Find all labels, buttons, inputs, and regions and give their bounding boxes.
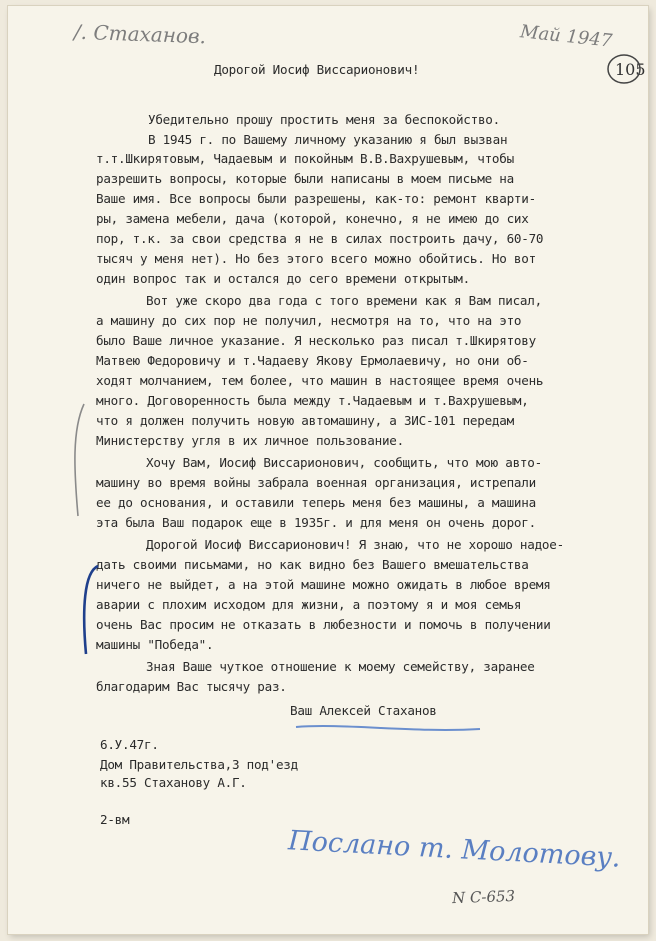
signature-underline — [294, 717, 484, 737]
page-number-circle — [605, 52, 643, 86]
margin-bracket-mark — [62, 400, 92, 520]
top-left-annotation: /. Стаханов. — [73, 19, 207, 49]
body-line: а машину до сих пор не получил, несмотря на то, что на это — [96, 313, 522, 328]
body-line: эта была Ваш подарок еще в 1935г. и для меня он очень дорог. — [96, 515, 536, 530]
body-line: Зная Ваше чуткое отношение к моему семейству, заранее — [146, 659, 535, 674]
body-line: аварии с плохим исходом для жизни, а поэтому я и моя семья — [96, 597, 522, 612]
body-line: пор, т.к. за свои средства я не в силах построить дачу, 60-70 — [96, 231, 544, 246]
body-line: ры, замена мебели, дача (которой, конечно, я не имею до сих — [96, 211, 529, 226]
body-line: машину во время войны забрала военная организация, истрепали — [96, 475, 536, 490]
body-line: очень Вас просим не отказать в любезности и помочь в получении — [96, 617, 551, 632]
address-line-2: кв.55 Стаханову А.Г. — [100, 775, 247, 790]
signature: Ваш Алексей Стаханов — [290, 703, 437, 718]
salutation: Дорогой Иосиф Виссарионович! — [214, 62, 420, 77]
body-line: было Ваше личное указание. Я несколько раз писал т.Шкирятову — [96, 333, 536, 348]
body-line: тысяч у меня нет). Но без этого всего можно обойтись. Но вот — [96, 251, 536, 266]
page-number: 105 — [615, 60, 646, 79]
body-line: один вопрос так и остался до сего времени открытым. — [96, 271, 470, 286]
top-right-date-annotation: Май 1947 — [519, 21, 614, 52]
body-line: Хочу Вам, Иосиф Виссарионович, сообщить, что мою авто- — [146, 455, 542, 470]
body-line: т.т.Шкирятовым, Чадаевым и покойным В.В.Вахрушевым, чтобы — [96, 151, 514, 166]
body-line: ее до основания, и оставили теперь меня без машины, а машина — [96, 495, 536, 510]
body-line: много. Договоренность была между т.Чадаевым и т.Вахрушевым, — [96, 393, 529, 408]
body-line: Ваше имя. Все вопросы были разрешены, как-то: ремонт кварти- — [96, 191, 536, 206]
body-line: разрешить вопросы, которые были написаны в моем письме на — [96, 171, 514, 186]
body-line: Министерству угля в их личное пользование. — [96, 433, 404, 448]
body-line: Дорогой Иосиф Виссарионович! Я знаю, что не хорошо надое- — [146, 537, 564, 552]
address-line-1: Дом Правительства,3 под'езд — [100, 757, 298, 772]
body-line: благодарим Вас тысячу раз. — [96, 679, 287, 694]
body-line: ходят молчанием, тем более, что машин в настоящее время очень — [96, 373, 544, 388]
body-line: Убедительно прошу простить меня за беспокойство. — [148, 112, 500, 127]
letter-date: 6.У.47г. — [100, 737, 159, 752]
body-line: ничего не выйдет, а на этой машине можно ожидать в любое время — [96, 577, 551, 592]
body-line: Вот уже скоро два года с того времени как я Вам писал, — [146, 293, 542, 308]
body-line: машины "Победа". — [96, 637, 214, 652]
body-line: В 1945 г. по Вашему личному указанию я был вызван — [148, 132, 508, 147]
body-line: Матвею Федоровичу и т.Чадаеву Якову Ермолаевичу, но они об- — [96, 353, 529, 368]
resolution-annotation: Послано т. Молотову. — [287, 825, 622, 874]
margin-bracket-mark-blue — [76, 560, 106, 660]
body-line: дать своими письмами, но как видно без Вашего вмешательства — [96, 557, 529, 572]
body-line: что я должен получить новую автомашину, а ЗИС-101 передам — [96, 413, 514, 428]
reference-number: N С-653 — [451, 886, 516, 908]
typist-mark: 2-вм — [100, 812, 130, 827]
